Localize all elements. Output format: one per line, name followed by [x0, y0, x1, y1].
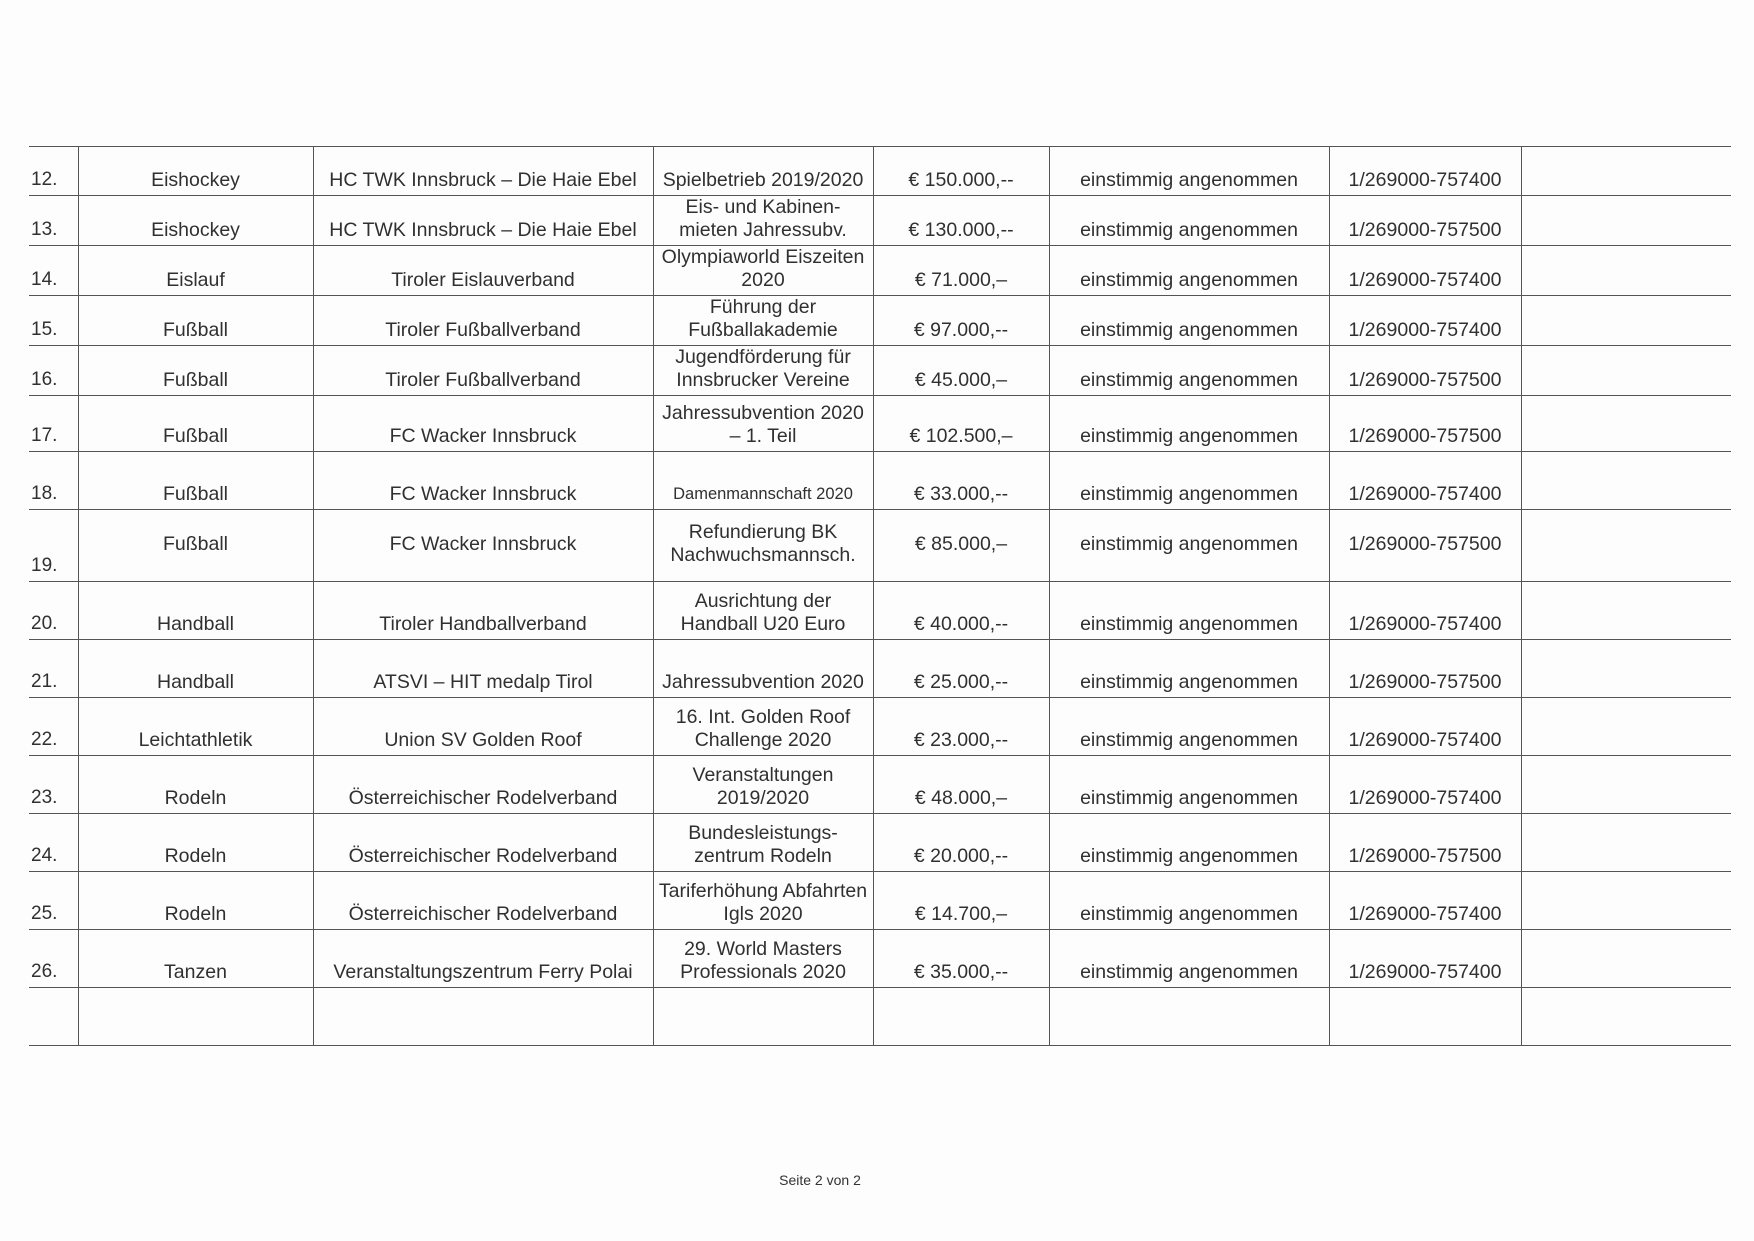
amount-cell: € 14.700,–	[873, 872, 1049, 930]
decision-cell: einstimmig angenommen	[1049, 582, 1329, 640]
purpose-cell: Ausrichtung der Handball U20 Euro	[653, 582, 873, 640]
account-cell: 1/269000-757500	[1329, 346, 1521, 396]
purpose-cell: Spielbetrieb 2019/2020	[653, 147, 873, 196]
amount-cell: € 35.000,--	[873, 930, 1049, 988]
account-cell: 1/269000-757400	[1329, 698, 1521, 756]
account-cell: 1/269000-757400	[1329, 756, 1521, 814]
row-number: 26.	[29, 930, 78, 988]
purpose-cell: 29. World Masters Professionals 2020	[653, 930, 873, 988]
empty-cell	[873, 988, 1049, 1046]
purpose-cell: Jahressubvention 2020	[653, 640, 873, 698]
account-cell: 1/269000-757400	[1329, 930, 1521, 988]
organization-cell: Tiroler Eislauverband	[313, 246, 653, 296]
empty-cell	[29, 988, 78, 1046]
amount-cell: € 71.000,–	[873, 246, 1049, 296]
purpose-cell: 16. Int. Golden Roof Challenge 2020	[653, 698, 873, 756]
amount-cell: € 33.000,--	[873, 452, 1049, 510]
decision-cell: einstimmig angenommen	[1049, 930, 1329, 988]
sport-cell: Rodeln	[78, 756, 313, 814]
amount-cell: € 85.000,–	[873, 510, 1049, 582]
account-cell: 1/269000-757400	[1329, 452, 1521, 510]
empty-cell	[1049, 988, 1329, 1046]
account-cell: 1/269000-757400	[1329, 582, 1521, 640]
blank-cell	[1521, 930, 1731, 988]
purpose-cell: Veranstaltungen 2019/2020	[653, 756, 873, 814]
table-row	[29, 346, 1731, 396]
organization-cell: FC Wacker Innsbruck	[313, 452, 653, 510]
account-cell: 1/269000-757400	[1329, 872, 1521, 930]
amount-cell: € 45.000,–	[873, 346, 1049, 396]
account-cell: 1/269000-757400	[1329, 296, 1521, 346]
table-row	[29, 452, 1731, 510]
amount-cell: € 97.000,--	[873, 296, 1049, 346]
decision-cell: einstimmig angenommen	[1049, 452, 1329, 510]
organization-cell: HC TWK Innsbruck – Die Haie Ebel	[313, 147, 653, 196]
amount-cell: € 20.000,--	[873, 814, 1049, 872]
purpose-cell: Jugendförderung für Innsbrucker Vereine	[653, 346, 873, 396]
amount-cell: € 48.000,–	[873, 756, 1049, 814]
blank-cell	[1521, 396, 1731, 452]
organization-cell: Union SV Golden Roof	[313, 698, 653, 756]
decision-cell: einstimmig angenommen	[1049, 246, 1329, 296]
decision-cell: einstimmig angenommen	[1049, 346, 1329, 396]
decision-cell: einstimmig angenommen	[1049, 510, 1329, 582]
empty-cell	[653, 988, 873, 1046]
row-number: 25.	[29, 872, 78, 930]
blank-cell	[1521, 510, 1731, 582]
table-row	[29, 814, 1731, 872]
row-number: 22.	[29, 698, 78, 756]
purpose-cell: Damenmannschaft 2020	[653, 452, 873, 510]
grants-table	[29, 146, 1731, 1046]
decision-cell: einstimmig angenommen	[1049, 396, 1329, 452]
sport-cell: Handball	[78, 582, 313, 640]
page-number: Seite 2 von 2	[779, 1172, 861, 1188]
blank-cell	[1521, 296, 1731, 346]
table-row	[29, 246, 1731, 296]
table-row	[29, 640, 1731, 698]
sport-cell: Fußball	[78, 296, 313, 346]
blank-cell	[1521, 246, 1731, 296]
sport-cell: Handball	[78, 640, 313, 698]
amount-cell: € 25.000,--	[873, 640, 1049, 698]
row-number: 14.	[29, 246, 78, 296]
organization-cell: Tiroler Handballverband	[313, 582, 653, 640]
blank-cell	[1521, 196, 1731, 246]
table-row	[29, 582, 1731, 640]
organization-cell: Tiroler Fußballverband	[313, 346, 653, 396]
empty-row	[29, 988, 1731, 1046]
table-row	[29, 196, 1731, 246]
account-cell: 1/269000-757500	[1329, 814, 1521, 872]
blank-cell	[1521, 346, 1731, 396]
sport-cell: Rodeln	[78, 814, 313, 872]
empty-cell	[1329, 988, 1521, 1046]
blank-cell	[1521, 147, 1731, 196]
decision-cell: einstimmig angenommen	[1049, 814, 1329, 872]
decision-cell: einstimmig angenommen	[1049, 756, 1329, 814]
organization-cell: Österreichischer Rodelverband	[313, 814, 653, 872]
decision-cell: einstimmig angenommen	[1049, 640, 1329, 698]
decision-cell: einstimmig angenommen	[1049, 872, 1329, 930]
organization-cell: Österreichischer Rodelverband	[313, 872, 653, 930]
row-number: 20.	[29, 582, 78, 640]
table-row	[29, 510, 1731, 582]
row-number: 21.	[29, 640, 78, 698]
organization-cell: ATSVI – HIT medalp Tirol	[313, 640, 653, 698]
organization-cell: Tiroler Fußballverband	[313, 296, 653, 346]
amount-cell: € 23.000,--	[873, 698, 1049, 756]
empty-cell	[78, 988, 313, 1046]
table-row	[29, 930, 1731, 988]
blank-cell	[1521, 582, 1731, 640]
decision-cell: einstimmig angenommen	[1049, 698, 1329, 756]
sport-cell: Tanzen	[78, 930, 313, 988]
sport-cell: Fußball	[78, 396, 313, 452]
row-number: 18.	[29, 452, 78, 510]
sport-cell: Fußball	[78, 346, 313, 396]
empty-cell	[313, 988, 653, 1046]
row-number: 19.	[29, 510, 78, 582]
blank-cell	[1521, 452, 1731, 510]
table-row	[29, 698, 1731, 756]
purpose-cell: Olympiaworld Eiszeiten 2020	[653, 246, 873, 296]
sport-cell: Eislauf	[78, 246, 313, 296]
purpose-cell: Führung der Fußballakademie	[653, 296, 873, 346]
account-cell: 1/269000-757500	[1329, 640, 1521, 698]
account-cell: 1/269000-757500	[1329, 510, 1521, 582]
sport-cell: Rodeln	[78, 872, 313, 930]
decision-cell: einstimmig angenommen	[1049, 196, 1329, 246]
account-cell: 1/269000-757500	[1329, 396, 1521, 452]
organization-cell: FC Wacker Innsbruck	[313, 510, 653, 582]
empty-cell	[1521, 988, 1731, 1046]
account-cell: 1/269000-757400	[1329, 147, 1521, 196]
table-row	[29, 756, 1731, 814]
organization-cell: HC TWK Innsbruck – Die Haie Ebel	[313, 196, 653, 246]
sport-cell: Eishockey	[78, 196, 313, 246]
sport-cell: Leichtathletik	[78, 698, 313, 756]
blank-cell	[1521, 756, 1731, 814]
blank-cell	[1521, 814, 1731, 872]
purpose-cell: Tariferhöhung Abfahrten Igls 2020	[653, 872, 873, 930]
amount-cell: € 40.000,--	[873, 582, 1049, 640]
account-cell: 1/269000-757400	[1329, 246, 1521, 296]
purpose-cell: Eis- und Kabinen-mieten Jahressubv.	[653, 196, 873, 246]
decision-cell: einstimmig angenommen	[1049, 296, 1329, 346]
organization-cell: Veranstaltungszentrum Ferry Polai	[313, 930, 653, 988]
row-number: 17.	[29, 396, 78, 452]
sport-cell: Eishockey	[78, 147, 313, 196]
purpose-cell: Jahressubvention 2020 – 1. Teil	[653, 396, 873, 452]
account-cell: 1/269000-757500	[1329, 196, 1521, 246]
row-number: 16.	[29, 346, 78, 396]
amount-cell: € 102.500,–	[873, 396, 1049, 452]
sport-cell: Fußball	[78, 510, 313, 582]
table-row	[29, 396, 1731, 452]
blank-cell	[1521, 872, 1731, 930]
purpose-cell: Refundierung BK Nachwuchsmannsch.	[653, 510, 873, 582]
row-number: 23.	[29, 756, 78, 814]
organization-cell: Österreichischer Rodelverband	[313, 756, 653, 814]
purpose-cell: Bundesleistungs-zentrum Rodeln	[653, 814, 873, 872]
row-number: 12.	[29, 147, 78, 196]
decision-cell: einstimmig angenommen	[1049, 147, 1329, 196]
table-row	[29, 147, 1731, 196]
table-row	[29, 296, 1731, 346]
amount-cell: € 130.000,--	[873, 196, 1049, 246]
row-number: 15.	[29, 296, 78, 346]
row-number: 24.	[29, 814, 78, 872]
sport-cell: Fußball	[78, 452, 313, 510]
table-row	[29, 872, 1731, 930]
table-body	[29, 147, 1731, 1046]
organization-cell: FC Wacker Innsbruck	[313, 396, 653, 452]
blank-cell	[1521, 698, 1731, 756]
amount-cell: € 150.000,--	[873, 147, 1049, 196]
blank-cell	[1521, 640, 1731, 698]
row-number: 13.	[29, 196, 78, 246]
